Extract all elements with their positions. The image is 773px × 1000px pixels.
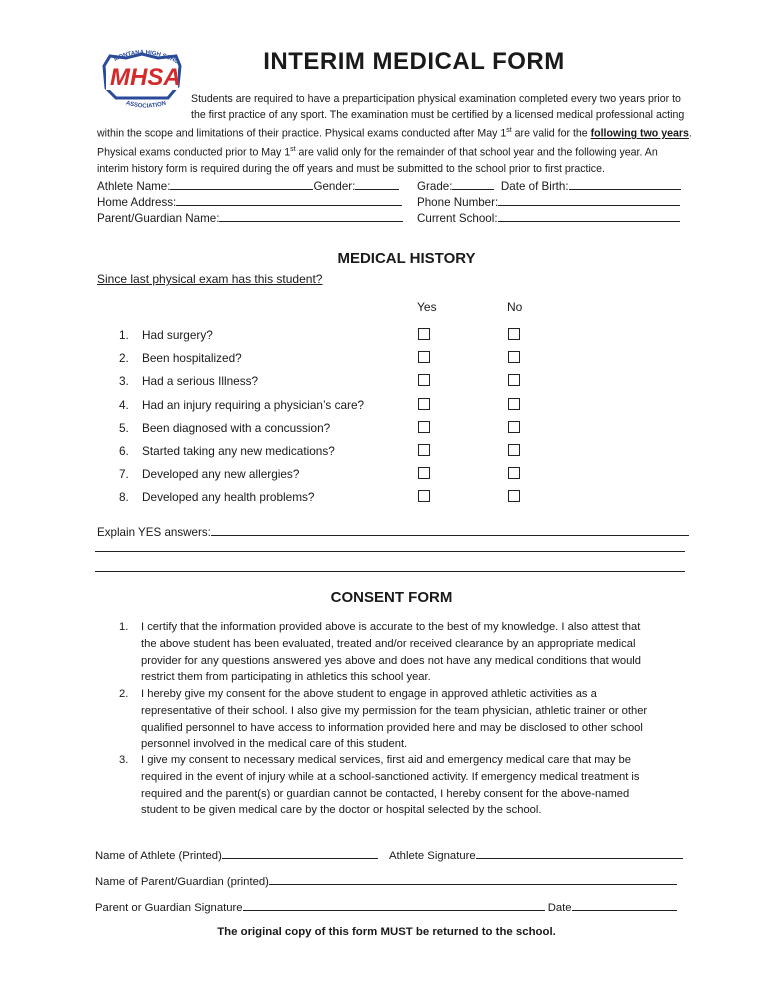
yes-checkbox[interactable] (418, 467, 430, 479)
consent-line: required and the parent(s) or guardian cannot be contacted, I hereby consent for the above-named (141, 787, 630, 800)
athlete-signature-label: Athlete Signature (389, 850, 476, 862)
question-text: Developed any new allergies? (142, 467, 300, 481)
consent-item-number: 3. (119, 754, 129, 766)
consent-item-text (141, 686, 701, 753)
no-checkbox[interactable] (508, 328, 520, 340)
grade-label: Grade: (417, 180, 453, 193)
athlete-printed-field[interactable] (222, 847, 378, 859)
question-text: Had surgery? (142, 328, 213, 342)
athlete-name-field[interactable] (170, 178, 313, 190)
yes-checkbox[interactable] (418, 351, 430, 363)
question-number: 5. (119, 421, 129, 435)
date-label: Date (547, 902, 572, 914)
explain-row (97, 524, 689, 539)
parent-name-field[interactable] (219, 210, 403, 222)
date-field[interactable] (572, 899, 677, 911)
svg-text:MONTANA HIGH SCHOOL: MONTANA HIGH SCHO (113, 49, 180, 66)
consent-line: provider for any questions answered yes above and does not have any medical conditions that would (141, 654, 642, 667)
consent-line: qualified personnel to have access to information provided here and may be disclosed to other school (141, 721, 643, 734)
consent-line: restrict them from participating in athletics this school year. (141, 671, 431, 684)
yes-checkbox[interactable] (418, 490, 430, 502)
svg-text:ASSOCIATION: ASSOCIATION (125, 100, 167, 110)
consent-line: I give my consent to necessary medical services, first aid and emergency medical care that may be (141, 754, 631, 766)
parent-signature-label: Parent or Guardian Signature (95, 902, 243, 914)
grade-field[interactable] (452, 178, 494, 190)
current-school-label: Current School: (417, 212, 498, 225)
athlete-signature-field[interactable] (476, 847, 683, 859)
gender-field[interactable] (355, 178, 399, 190)
yes-checkbox[interactable] (418, 444, 430, 456)
phone-field[interactable] (498, 194, 680, 206)
medical-history-subheading: Since last physical exam has this student? (97, 272, 323, 286)
no-checkbox[interactable] (508, 398, 520, 410)
no-checkbox[interactable] (508, 374, 520, 386)
signature-row-1 (95, 847, 378, 862)
no-column-header: No (507, 300, 523, 314)
logo-text: MHSA (110, 64, 181, 91)
dob-label: Date of Birth: (500, 180, 569, 193)
question-number: 8. (119, 490, 129, 504)
gender-label: Gender: (313, 180, 356, 193)
signature-row-1b (389, 847, 683, 862)
consent-item-number: 1. (119, 621, 129, 633)
no-checkbox[interactable] (508, 421, 520, 433)
question-number: 2. (119, 351, 129, 365)
explain-line-2[interactable] (95, 551, 685, 552)
consent-heading: CONSENT FORM (330, 589, 453, 606)
athlete-info-row-2b (417, 194, 680, 209)
no-checkbox[interactable] (508, 490, 520, 502)
consent-line: I hereby give my consent for the above student to engage in approved athletic activities as a (141, 688, 597, 700)
consent-item-text (141, 752, 701, 819)
question-number: 6. (119, 444, 129, 458)
athlete-info-row-2 (97, 194, 402, 209)
dob-field[interactable] (569, 178, 681, 190)
consent-line: personnel involved in the medical care of this student. (141, 738, 408, 751)
no-checkbox[interactable] (508, 444, 520, 456)
parent-printed-label: Name of Parent/Guardian (printed) (95, 876, 269, 888)
athlete-name-label: Athlete Name: (97, 180, 171, 193)
athlete-printed-label: Name of Athlete (Printed) (95, 850, 222, 862)
question-text: Developed any health problems? (142, 490, 315, 504)
question-number: 1. (119, 328, 129, 342)
explain-field[interactable] (211, 524, 689, 536)
yes-checkbox[interactable] (418, 421, 430, 433)
parent-printed-field[interactable] (269, 873, 677, 885)
home-address-field[interactable] (176, 194, 402, 206)
yes-column-header: Yes (417, 300, 437, 314)
parent-name-label: Parent/Guardian Name: (97, 212, 220, 225)
consent-line: I certify that the information provided above is accurate to the best of my knowledge. I also attest that (141, 621, 641, 633)
current-school-field[interactable] (498, 210, 680, 222)
page-title: INTERIM MEDICAL FORM (263, 48, 565, 75)
no-checkbox[interactable] (508, 467, 520, 479)
athlete-info-row-1b (417, 178, 681, 193)
signature-row-2 (95, 873, 677, 888)
footer-note: The original copy of this form MUST be returned to the school. (217, 926, 556, 938)
phone-label: Phone Number: (417, 196, 499, 209)
question-number: 3. (119, 374, 129, 388)
yes-checkbox[interactable] (418, 398, 430, 410)
signature-row-3 (95, 899, 677, 914)
question-text: Been diagnosed with a concussion? (142, 421, 331, 435)
explain-label: Explain YES answers: (97, 526, 211, 539)
consent-line: required in the event of injury while at a school-sanctioned activity. If emergency medical treatment is (141, 770, 640, 783)
consent-line: student to be given medical care by the doctor or hospital selected by the school. (141, 804, 542, 817)
yes-checkbox[interactable] (418, 328, 430, 340)
athlete-info-row-3 (97, 210, 403, 225)
question-text: Had an injury requiring a physician’s care? (142, 398, 365, 412)
explain-line-3[interactable] (95, 571, 685, 572)
medical-history-heading: MEDICAL HISTORY (337, 250, 476, 267)
intro-paragraph: Students are required to have a preparticipation physical examination completed every two years prior to the first practice of any sport. The examination must be certified by a licensed medical professional acting within the scope and limitations of their practice. Physical exams conducted after May 1st are valid for the following two years. Physical exams conducted prior to May 1st are valid only for the remainder of that school year and the following year. An interim history form is required during the off years and must be submitted to the school prior to first practice. (97, 93, 692, 175)
question-text: Been hospitalized? (142, 351, 242, 365)
parent-signature-field[interactable] (243, 899, 545, 911)
question-number: 4. (119, 398, 129, 412)
consent-item-number: 2. (119, 688, 129, 700)
consent-line: the above student has been evaluated, treated and/or received clearance by an appropriate medical (141, 637, 636, 650)
yes-checkbox[interactable] (418, 374, 430, 386)
consent-item-text (141, 619, 701, 686)
question-text: Started taking any new medications? (142, 444, 335, 458)
consent-line: representative of their school. I also give my permission for the team physician, athletic trainer or other (141, 704, 648, 717)
question-number: 7. (119, 467, 129, 481)
no-checkbox[interactable] (508, 351, 520, 363)
athlete-info-row-3b (417, 210, 680, 225)
question-text: Had a serious Illness? (142, 374, 259, 388)
home-address-label: Home Address: (97, 196, 177, 209)
athlete-info-row-1 (97, 178, 399, 193)
